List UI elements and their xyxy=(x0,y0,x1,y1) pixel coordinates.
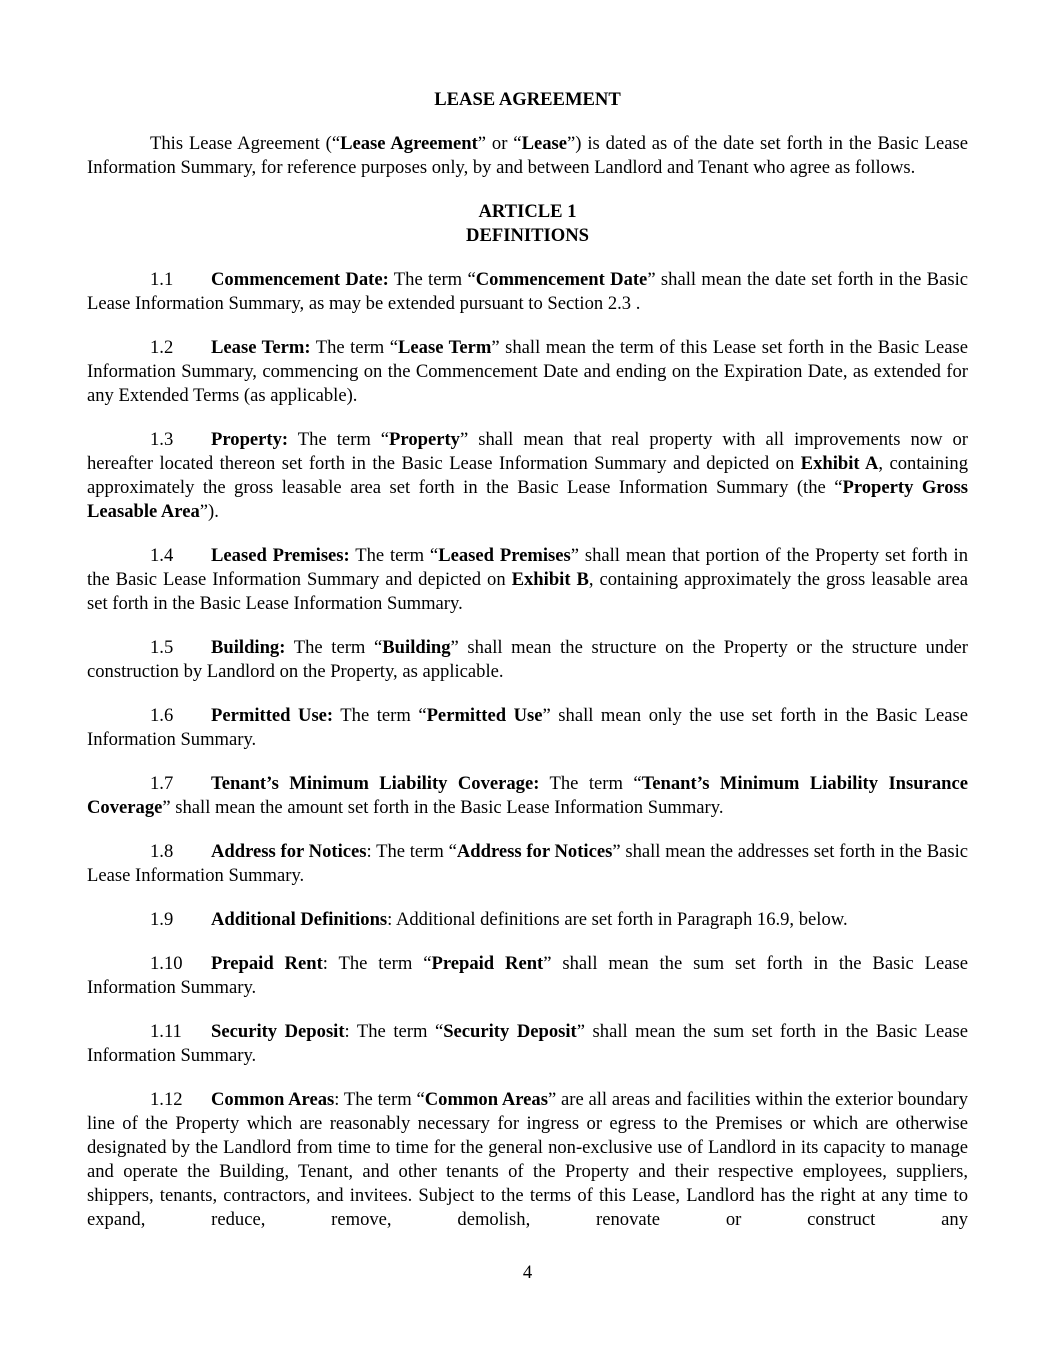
text-run: The term “ xyxy=(539,773,642,794)
definition-section xyxy=(87,1088,968,1232)
text-run: The term “ xyxy=(333,705,427,726)
text-run: The term “ xyxy=(349,545,439,566)
text-run: ” are all areas and facilities within the exterior boundary line of the Property which are reasonably necessary for ingress or egress to the Premises or which are otherwise designated by the Landlord from time to time for the general non-exclusive use of Landlord in its capacity to manage and operate the Building, Tenant, and other tenants of the Property and their respective employees, suppliers, shippers, tenants, contractors, and invitees. Subject to the terms of this Lease, Landlord has the right at any time to expand, reduce, remove, demolish, renovate or construct any xyxy=(87,1089,969,1230)
article-number: ARTICLE 1 xyxy=(478,201,577,222)
defined-term: Lease Term xyxy=(398,337,492,358)
section-number: 1.7 xyxy=(150,773,174,794)
definition-section xyxy=(87,840,968,888)
section-number: 1.8 xyxy=(150,841,174,862)
defined-term: Tenant’s Minimum Liability Coverage: xyxy=(211,773,540,794)
text-run: The term “ xyxy=(310,337,399,358)
text-run: ” shall mean the term of this Lease set forth in the Basic Lease Information Summary, commencing on the Commencement Date and ending on the Expiration Date, as extended for any Extended Terms (as applicable). xyxy=(87,337,968,406)
text-run: ” shall mean the structure on the Property or the structure under construction by Landlord on the Property, as applicable. xyxy=(87,637,968,682)
text-run: ” shall mean only the use set forth in the Basic Lease Information Summary. xyxy=(87,705,969,750)
section-number: 1.2 xyxy=(150,337,174,358)
section-number: 1.10 xyxy=(150,953,183,974)
definition-section xyxy=(87,336,968,408)
defined-term: Prepaid Rent xyxy=(211,953,323,974)
definition-section xyxy=(87,544,968,616)
text-run: : Additional definitions are set forth in Paragraph 16.9, below. xyxy=(387,909,848,930)
defined-term: Leased Premises xyxy=(438,545,571,566)
text-run: , containing approximately the gross leasable area set forth in the Basic Lease Information Summary (the “ xyxy=(87,453,968,498)
defined-term: Commencement Date xyxy=(475,269,648,290)
defined-term: Lease xyxy=(521,133,568,154)
definition-section xyxy=(87,908,968,932)
section-number: 1.1 xyxy=(150,269,174,290)
text-run: : The term “ xyxy=(322,953,432,974)
defined-term: Exhibit A xyxy=(800,453,879,474)
defined-term: Lease Term: xyxy=(211,337,311,358)
definition-section xyxy=(87,636,968,684)
definition-section xyxy=(87,952,968,1000)
defined-term: Tenant’s Minimum Liability Insurance Coverage xyxy=(87,773,968,818)
defined-term: Security Deposit xyxy=(443,1021,577,1042)
defined-term: Address for Notices xyxy=(211,841,367,862)
definition-section xyxy=(87,428,968,524)
defined-term: Building xyxy=(382,637,451,658)
defined-term: Permitted Use xyxy=(426,705,543,726)
defined-term: Common Areas xyxy=(211,1089,335,1110)
text-run: ”) is dated as of the date set forth in the Basic Lease Information Summary, for reference purposes only, by and between Landlord and Tenant who agree as follows. xyxy=(87,133,968,178)
section-number: 1.11 xyxy=(150,1021,182,1042)
defined-term: Building: xyxy=(211,637,286,658)
document-page xyxy=(87,88,968,1252)
intro-paragraph xyxy=(87,132,968,180)
document-title: LEASE AGREEMENT xyxy=(434,89,621,110)
text-run: ” shall mean the addresses set forth in the Basic Lease Information Summary. xyxy=(87,841,969,886)
defined-term: Exhibit B xyxy=(511,569,589,590)
definition-section xyxy=(87,704,968,752)
definitions-list xyxy=(87,268,968,1232)
definition-section xyxy=(87,268,968,316)
section-number: 1.12 xyxy=(150,1089,183,1110)
text-run: ” shall mean the amount set forth in the Basic Lease Information Summary. xyxy=(162,797,724,818)
text-run: The term “ xyxy=(285,637,383,658)
defined-term: Commencement Date: xyxy=(211,269,389,290)
text-run: : The term “ xyxy=(344,1021,444,1042)
defined-term: Security Deposit xyxy=(211,1021,345,1042)
defined-term: Common Areas xyxy=(424,1089,548,1110)
section-number: 1.5 xyxy=(150,637,174,658)
text-run: ” or “ xyxy=(477,133,522,154)
section-number: 1.6 xyxy=(150,705,174,726)
defined-term: Additional Definitions xyxy=(211,909,388,930)
defined-term: Property xyxy=(389,429,460,450)
text-run: ” shall mean the date set forth in the Basic Lease Information Summary, as may be extended pursuant to Section 2.3 . xyxy=(87,269,968,314)
section-number: 1.9 xyxy=(150,909,174,930)
defined-term: Leased Premises: xyxy=(211,545,350,566)
text-run: ” shall mean the sum set forth in the Basic Lease Information Summary. xyxy=(87,1021,969,1066)
definition-section xyxy=(87,1020,968,1068)
text-run: ” shall mean that portion of the Property set forth in the Basic Lease Information Summary and depicted on xyxy=(87,545,969,590)
defined-term: Prepaid Rent xyxy=(431,953,544,974)
text-run: This Lease Agreement (“ xyxy=(150,133,341,154)
definition-section xyxy=(87,772,968,820)
section-number: 1.4 xyxy=(150,545,174,566)
text-run: The term “ xyxy=(288,429,390,450)
page-number: 4 xyxy=(522,1262,533,1283)
section-number: 1.3 xyxy=(150,429,174,450)
text-run: ”). xyxy=(199,501,219,522)
defined-term: Lease Agreement xyxy=(340,133,478,154)
article-title: DEFINITIONS xyxy=(466,225,589,246)
text-run: The term “ xyxy=(388,269,476,290)
defined-term: Permitted Use: xyxy=(211,705,334,726)
defined-term: Property: xyxy=(211,429,289,450)
text-run: : The term “ xyxy=(334,1089,425,1110)
text-run: ” shall mean the sum set forth in the Basic Lease Information Summary. xyxy=(87,953,968,998)
text-run: : The term “ xyxy=(366,841,457,862)
defined-term: Property Gross Leasable Area xyxy=(87,477,968,522)
text-run: , containing approximately the gross leasable area set forth in the Basic Lease Information Summary. xyxy=(87,569,968,614)
article-heading xyxy=(87,200,968,248)
defined-term: Address for Notices xyxy=(456,841,613,862)
text-run: ” shall mean that real property with all improvements now or hereafter located thereon set forth in the Basic Lease Information Summary and depicted on xyxy=(87,429,968,474)
